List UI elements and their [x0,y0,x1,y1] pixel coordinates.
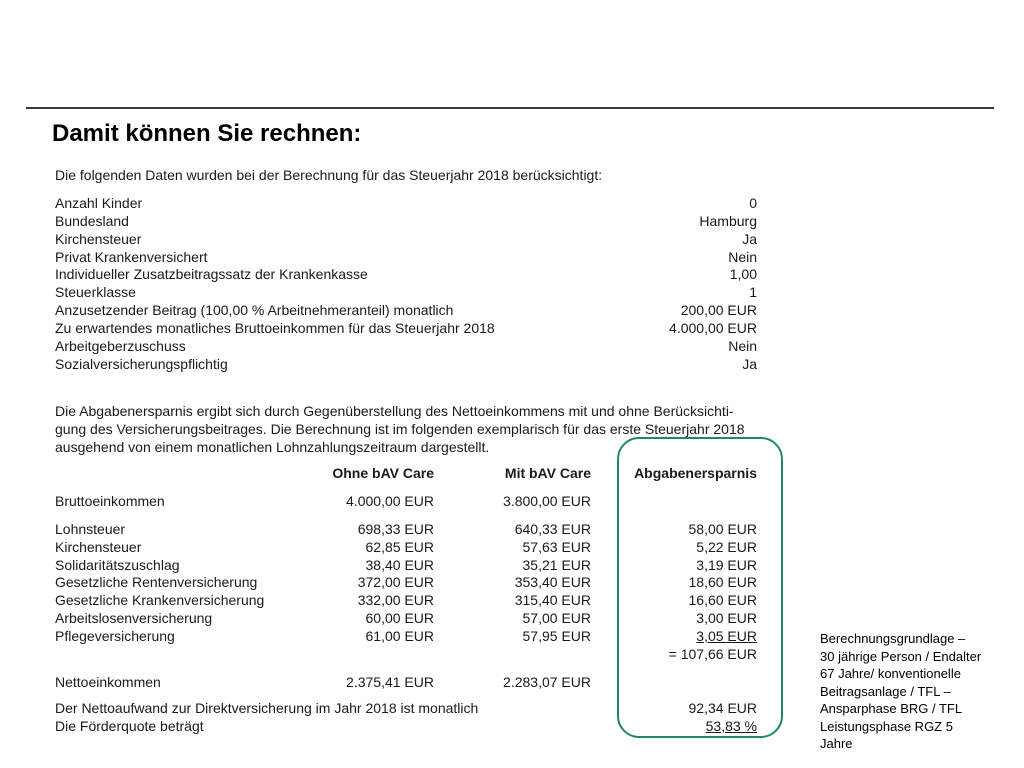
row-label: Kirchensteuer [55,539,142,555]
cell-mit: 3.800,00 EUR [503,493,591,509]
cell-mit: 35,21 EUR [522,557,591,573]
cell-ohne: 61,00 EUR [365,628,434,644]
top-divider [26,107,994,109]
cell-mit: 57,63 EUR [522,539,591,555]
cell-ohne: 38,40 EUR [365,557,434,573]
cell-mit: 2.283,07 EUR [503,674,591,690]
param-value: 1 [749,284,757,300]
cell-ersparnis: 16,60 EUR [688,592,757,608]
param-label: Zu erwartendes monatliches Bruttoeinkommen für das Steuerjahr 2018 [55,320,495,336]
cell-ohne: 698,33 EUR [357,521,434,537]
cell-ersparnis: 3,05 EUR [696,628,757,644]
note-line: Beitragsanlage / TFL – [820,683,951,699]
savings-highlight-frame [617,437,783,738]
net-cost-value: 92,34 EUR [688,700,757,716]
cell-ohne: 372,00 EUR [357,574,434,590]
intro-text: Die folgenden Daten wurden bei der Berechnung für das Steuerjahr 2018 berücksichtigt: [55,167,603,183]
paragraph-line: ausgehend von einem monatlichen Lohnzahlungszeitraum dargestellt. [55,439,490,455]
param-row [55,355,757,373]
cell-mit: 353,40 EUR [514,574,591,590]
param-value: Ja [742,356,757,372]
savings-total: = 107,66 EUR [668,646,757,662]
cell-ohne: 4.000,00 EUR [346,493,434,509]
param-row [55,194,757,212]
param-label: Steuerklasse [55,284,136,300]
cell-ohne: 332,00 EUR [357,592,434,608]
cell-mit: 640,33 EUR [514,521,591,537]
cell-mit: 57,95 EUR [522,628,591,644]
row-label: Arbeitslosenversicherung [55,610,213,626]
row-label: Der Nettoaufwand zur Direktversicherung im Jahr 2018 ist monatlich [55,700,479,716]
param-row [55,283,757,301]
param-row [55,230,757,248]
param-row [55,248,757,266]
page-title: Damit können Sie rechnen: [52,120,362,147]
param-label: Individueller Zusatzbeitragssatz der Krankenkasse [55,266,368,282]
cell-ohne: 62,85 EUR [365,539,434,555]
paragraph-line: Die Abgabenersparnis ergibt sich durch Gegenüberstellung des Nettoeinkommens mit und ohne Berücksichti- [55,403,734,419]
cell-ersparnis: 18,60 EUR [688,574,757,590]
row-label: Die Förderquote beträgt [55,718,204,734]
row-label: Bruttoeinkommen [55,493,165,509]
cell-ohne: 60,00 EUR [365,610,434,626]
column-header-ohne: Ohne bAV Care [332,465,434,481]
param-value: 0 [749,195,757,211]
column-header-mit: Mit bAV Care [504,465,591,481]
cell-ersparnis: 3,00 EUR [696,610,757,626]
cell-mit: 57,00 EUR [522,610,591,626]
note-line: Jahre [820,736,853,751]
row-label: Lohnsteuer [55,521,126,537]
note-line: Ansparphase BRG / TFL [820,701,963,716]
cell-ersparnis: 58,00 EUR [688,521,757,537]
param-value: 1,00 [729,266,757,282]
param-label: Arbeitgeberzuschuss [55,338,186,354]
param-value: 200,00 EUR [680,302,757,318]
param-label: Sozialversicherungspflichtig [55,356,228,372]
param-label: Anzahl Kinder [55,195,143,211]
param-label: Privat Krankenversichert [55,249,208,265]
row-label: Solidaritätszuschlag [55,557,180,573]
cell-ohne: 2.375,41 EUR [346,674,434,690]
row-label: Nettoeinkommen [55,674,161,690]
param-label: Kirchensteuer [55,231,142,247]
param-row [55,337,757,355]
param-row [55,212,757,230]
param-value: Nein [728,338,757,354]
param-value: Nein [728,249,757,265]
cell-ersparnis: 3,19 EUR [696,557,757,573]
cell-ersparnis: 5,22 EUR [696,539,757,555]
row-label: Gesetzliche Krankenversicherung [55,592,265,608]
param-row [55,301,757,319]
param-value: Hamburg [699,213,757,229]
cell-mit: 315,40 EUR [514,592,591,608]
note-line: Berechnungsgrundlage – [820,631,966,646]
note-line: Leistungsphase RGZ 5 [820,718,953,734]
param-label: Anzusetzender Beitrag (100,00 % Arbeitnehmeranteil) monatlich [55,302,454,318]
param-row [55,265,757,283]
column-header-ersparnis: Abgabenersparnis [634,465,757,481]
rate-value: 53,83 % [705,718,757,734]
calculation-basis-note [820,630,1020,753]
row-label: Gesetzliche Rentenversicherung [55,574,258,590]
paragraph-line: gung des Versicherungsbeitrages. Die Berechnung ist im folgenden exemplarisch für das erste Steuerjahr 2018 [55,421,745,437]
note-line: 30 jährige Person / Endalter [820,648,982,664]
param-row [55,319,757,337]
param-value: 4.000,00 EUR [669,320,757,336]
note-line: 67 Jahre/ konventionelle [820,666,961,681]
row-label: Pflegeversicherung [55,628,175,644]
param-value: Ja [742,231,757,247]
param-label: Bundesland [55,213,129,229]
